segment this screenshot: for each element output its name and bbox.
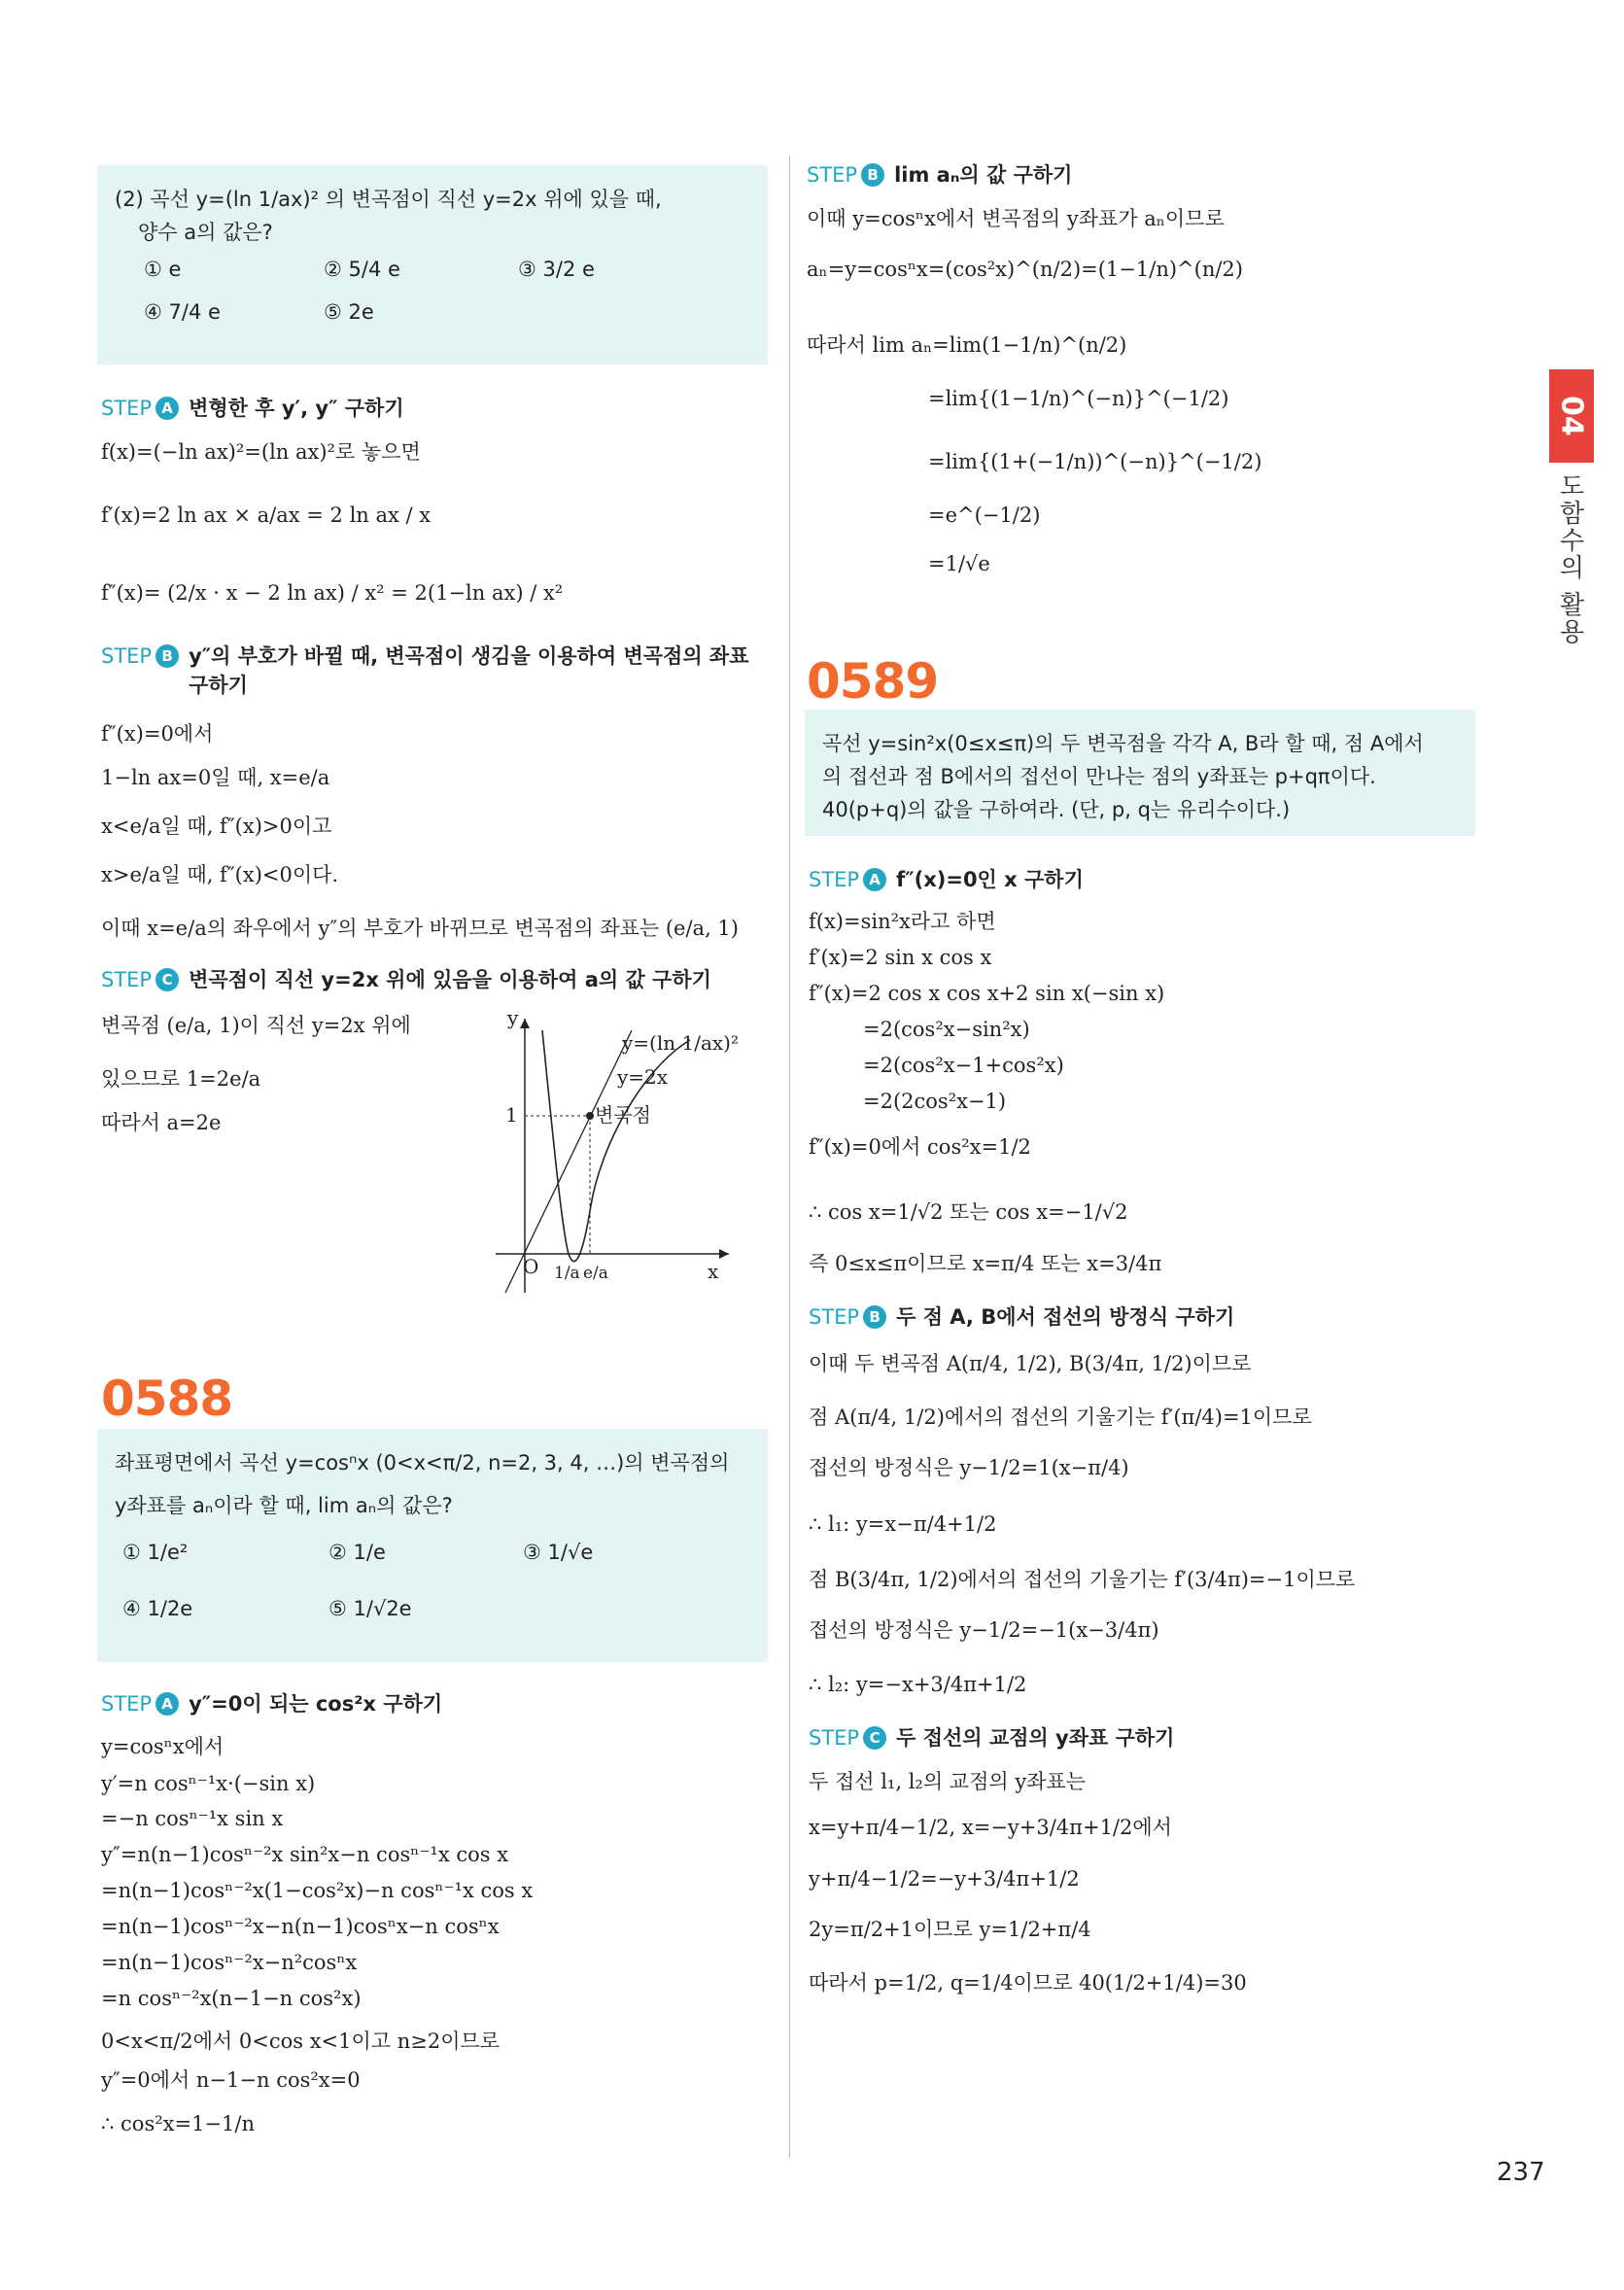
solution-line: =lim{(1+(−1/n))^(−n)}^(−1/2) bbox=[928, 450, 1262, 473]
step-589-c-heading bbox=[809, 1723, 1174, 1752]
solution-line: =−n cosⁿ⁻¹x sin x bbox=[101, 1807, 284, 1830]
inflection-label: 변곡점 bbox=[595, 1103, 651, 1127]
step-589-b-heading bbox=[809, 1302, 1234, 1332]
solution-line: f(x)=sin²x라고 하면 bbox=[809, 910, 996, 933]
step-title: lim aₙ의 값 구하기 bbox=[894, 163, 1073, 187]
step-title: 변형한 후 y′, y″ 구하기 bbox=[189, 397, 404, 420]
choice-3[interactable]: ③ 1/√e bbox=[523, 1541, 594, 1564]
step-title: y″의 부호가 바뀔 때, 변곡점이 생김을 이용하여 변곡점의 좌표 구하기 bbox=[189, 644, 749, 697]
step-badge: C bbox=[155, 968, 179, 991]
step-589-a-heading bbox=[809, 865, 1084, 894]
solution-line: 점 A(π/4, 1/2)에서의 접선의 기울기는 f′(π/4)=1이므로 bbox=[809, 1405, 1312, 1429]
step-label: STEP bbox=[809, 868, 860, 891]
solution-line: =n(n−1)cosⁿ⁻²x−n(n−1)cosⁿx−n cosⁿx bbox=[101, 1915, 500, 1938]
solution-line: x=y+π/4−1/2, x=−y+3/4π+1/2에서 bbox=[809, 1816, 1172, 1839]
solution-line: ∴ l₂: y=−x+3/4π+1/2 bbox=[809, 1673, 1027, 1696]
curve-label: y=(ln 1/ax)² bbox=[622, 1031, 739, 1055]
step-badge: A bbox=[863, 868, 886, 891]
step-label: STEP bbox=[807, 163, 858, 187]
solution-line: 접선의 방정식은 y−1/2=−1(x−3/4π) bbox=[809, 1618, 1159, 1642]
solution-line: x<e/a일 때, f″(x)>0이고 bbox=[101, 815, 332, 838]
solution-line: 따라서 lim aₙ=lim(1−1/n)^(n/2) bbox=[807, 333, 1127, 357]
step-label: STEP bbox=[101, 644, 153, 668]
step-label: STEP bbox=[101, 968, 153, 991]
ln-curve bbox=[542, 1030, 690, 1262]
solution-line: =lim{(1−1/n)^(−n)}^(−1/2) bbox=[928, 387, 1229, 410]
problem-0589-box bbox=[805, 710, 1475, 836]
tick-1-over-a: 1/a bbox=[554, 1264, 580, 1283]
y-axis-label: y bbox=[507, 1011, 519, 1029]
y-arrow-icon bbox=[520, 1019, 530, 1028]
problem-0589-text-2: 의 접선과 점 B에서의 접선이 만나는 점의 y좌표는 p+qπ이다. bbox=[822, 765, 1376, 788]
line-label: y=2x bbox=[617, 1065, 669, 1089]
solution-line: y+π/4−1/2=−y+3/4π+1/2 bbox=[809, 1867, 1080, 1891]
solution-line: f′(x)=2 ln ax × a/ax = 2 ln ax / x bbox=[101, 503, 432, 527]
solution-line: =n cosⁿ⁻²x(n−1−n cos²x) bbox=[101, 1987, 362, 2010]
solution-line: 있으므로 1=2e/a bbox=[101, 1067, 261, 1091]
solution-line: f″(x)=2 cos x cos x+2 sin x(−sin x) bbox=[809, 982, 1165, 1005]
solution-line: y″=n(n−1)cosⁿ⁻²x sin²x−n cosⁿ⁻¹x cos x bbox=[101, 1843, 509, 1866]
solution-line: =2(cos²x−1+cos²x) bbox=[863, 1054, 1064, 1077]
solution-line: ∴ cos x=1/√2 또는 cos x=−1/√2 bbox=[809, 1200, 1128, 1224]
step-588-a-heading bbox=[101, 1689, 442, 1718]
origin-label: O bbox=[523, 1255, 539, 1278]
problem-2-text-2: 양수 a의 값은? bbox=[138, 221, 273, 244]
problem-number-0589: 0589 bbox=[807, 653, 939, 710]
chapter-title: 도함수의 활용 bbox=[1555, 472, 1584, 646]
step-label: STEP bbox=[101, 1692, 153, 1716]
step-a-heading bbox=[101, 394, 404, 423]
choice-5[interactable]: ⑤ 2e bbox=[324, 300, 374, 324]
solution-line: =1/√e bbox=[928, 552, 990, 575]
solution-line: 따라서 a=2e bbox=[101, 1111, 222, 1134]
choice-4[interactable]: ④ 1/2e bbox=[122, 1597, 193, 1620]
choice-5[interactable]: ⑤ 1/√2e bbox=[328, 1597, 412, 1620]
step-badge: C bbox=[863, 1726, 886, 1750]
step-label: STEP bbox=[809, 1305, 860, 1329]
step-badge: A bbox=[155, 1692, 179, 1716]
solution-line: 점 B(3/4π, 1/2)에서의 접선의 기울기는 f′(3/4π)=−1이므로 bbox=[809, 1568, 1356, 1591]
solution-line: f(x)=(−ln ax)²=(ln ax)²로 놓으면 bbox=[101, 440, 421, 464]
solution-line: 따라서 p=1/2, q=1/4이므로 40(1/2+1/4)=30 bbox=[809, 1971, 1247, 1995]
step-588-b-heading bbox=[807, 160, 1072, 190]
step-title: 두 접선의 교점의 y좌표 구하기 bbox=[896, 1726, 1175, 1750]
solution-line: 2y=π/2+1이므로 y=1/2+π/4 bbox=[809, 1918, 1091, 1941]
step-label: STEP bbox=[101, 397, 153, 420]
step-title: 두 점 A, B에서 접선의 방정식 구하기 bbox=[896, 1305, 1235, 1329]
solution-line: 접선의 방정식은 y−1/2=1(x−π/4) bbox=[809, 1456, 1129, 1479]
solution-line: f″(x)=0에서 cos²x=1/2 bbox=[809, 1135, 1031, 1159]
choice-2[interactable]: ② 1/e bbox=[328, 1541, 386, 1564]
step-b-heading bbox=[101, 642, 762, 700]
solution-line: y″=0에서 n−1−n cos²x=0 bbox=[101, 2068, 361, 2092]
choice-1[interactable]: ① 1/e² bbox=[122, 1541, 189, 1564]
inflection-point bbox=[586, 1112, 594, 1120]
column-divider bbox=[789, 156, 790, 2158]
step-badge: A bbox=[155, 397, 179, 420]
choice-2[interactable]: ② 5/4 e bbox=[324, 258, 400, 281]
solution-line: aₙ=y=cosⁿx=(cos²x)^(n/2)=(1−1/n)^(n/2) bbox=[807, 258, 1243, 281]
problem-2-box bbox=[97, 165, 768, 364]
step-title: 변곡점이 직선 y=2x 위에 있음을 이용하여 a의 값 구하기 bbox=[189, 968, 711, 991]
solution-line: =n(n−1)cosⁿ⁻²x−n²cosⁿx bbox=[101, 1951, 358, 1974]
step-badge: B bbox=[861, 163, 884, 187]
tick-e-over-a: e/a bbox=[583, 1264, 608, 1283]
solution-line: 이때 y=cosⁿx에서 변곡점의 y좌표가 aₙ이므로 bbox=[807, 207, 1225, 230]
x-axis-label: x bbox=[708, 1260, 719, 1283]
problem-0589-text-3: 40(p+q)의 값을 구하여라. (단, p, q는 유리수이다.) bbox=[822, 798, 1291, 821]
solution-line: f″(x)= (2/x · x − 2 ln ax) / x² = 2(1−ln ax) / x² bbox=[101, 581, 564, 605]
solution-line: 0<x<π/2에서 0<cos x<1이고 n≥2이므로 bbox=[101, 2030, 501, 2053]
solution-line: =2(cos²x−sin²x) bbox=[863, 1018, 1030, 1041]
solution-line: 이때 두 변곡점 A(π/4, 1/2), B(3/4π, 1/2)이므로 bbox=[809, 1352, 1252, 1375]
problem-0588-text-1: 좌표평면에서 곡선 y=cosⁿx (0<x<π/2, n=2, 3, 4, …)의 변곡점의 bbox=[115, 1451, 730, 1475]
problem-0588-box bbox=[97, 1429, 768, 1662]
x-arrow-icon bbox=[719, 1249, 729, 1259]
solution-line: ∴ l₁: y=x−π/4+1/2 bbox=[809, 1512, 997, 1536]
problem-2-text-1: (2) 곡선 y=(ln 1/ax)² 의 변곡점이 직선 y=2x 위에 있을 때, bbox=[115, 188, 662, 211]
problem-number-0588: 0588 bbox=[101, 1371, 233, 1427]
tick-one-label: 1 bbox=[505, 1103, 518, 1127]
solution-line: 이때 x=e/a의 좌우에서 y″의 부호가 바뀌므로 변곡점의 좌표는 (e/a, 1) bbox=[101, 917, 739, 940]
step-badge: B bbox=[155, 644, 179, 668]
solution-line: ∴ cos²x=1−1/n bbox=[101, 2112, 255, 2135]
choice-3[interactable]: ③ 3/2 e bbox=[518, 258, 595, 281]
solution-line: f′(x)=2 sin x cos x bbox=[809, 946, 992, 969]
solution-line: =n(n−1)cosⁿ⁻²x(1−cos²x)−n cosⁿ⁻¹x cos x bbox=[101, 1879, 534, 1902]
page-number: 237 bbox=[1497, 2158, 1545, 2187]
inflection-graph bbox=[486, 1011, 758, 1302]
step-badge: B bbox=[863, 1305, 886, 1329]
step-label: STEP bbox=[809, 1726, 860, 1750]
solution-line: f″(x)=0에서 bbox=[101, 722, 214, 746]
solution-line: =2(2cos²x−1) bbox=[863, 1090, 1007, 1113]
solution-line: x>e/a일 때, f″(x)<0이다. bbox=[101, 863, 339, 886]
problem-0589-text-1: 곡선 y=sin²x(0≤x≤π)의 두 변곡점을 각각 A, B라 할 때, 점 A에서 bbox=[822, 732, 1424, 755]
solution-line: y′=n cosⁿ⁻¹x·(−sin x) bbox=[101, 1772, 316, 1795]
solution-line: y=cosⁿx에서 bbox=[101, 1735, 225, 1758]
problem-0588-text-2: y좌표를 aₙ이라 할 때, lim aₙ의 값은? bbox=[115, 1494, 453, 1517]
solution-line: =e^(−1/2) bbox=[928, 503, 1041, 527]
choice-1[interactable]: ① e bbox=[144, 258, 182, 281]
step-title: y″=0이 되는 cos²x 구하기 bbox=[189, 1692, 443, 1716]
solution-line: 1−ln ax=0일 때, x=e/a bbox=[101, 766, 330, 789]
solution-line: 즉 0≤x≤π이므로 x=π/4 또는 x=3/4π bbox=[809, 1252, 1162, 1275]
chapter-tab[interactable]: 04 bbox=[1549, 369, 1594, 463]
step-c-heading bbox=[101, 965, 711, 994]
solution-line: 변곡점 (e/a, 1)이 직선 y=2x 위에 bbox=[101, 1014, 411, 1037]
solution-line: 두 접선 l₁, l₂의 교점의 y좌표는 bbox=[809, 1770, 1087, 1793]
step-title: f″(x)=0인 x 구하기 bbox=[896, 868, 1084, 891]
choice-4[interactable]: ④ 7/4 e bbox=[144, 300, 221, 324]
